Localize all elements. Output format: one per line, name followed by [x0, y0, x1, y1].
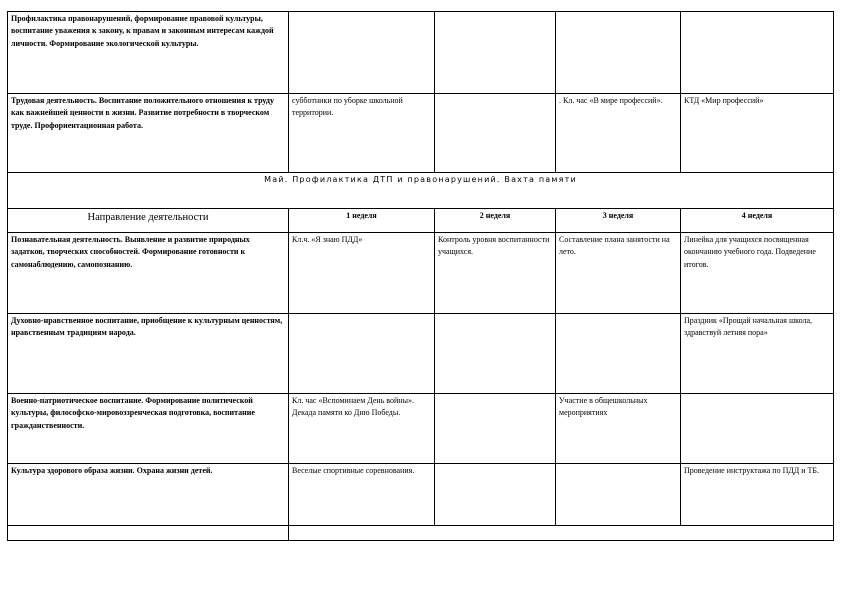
week4-cell: Праздник «Прощай начальная школа, здравствуй летняя пора»	[681, 314, 834, 394]
table-row	[8, 314, 834, 394]
week4-cell	[681, 394, 834, 464]
direction-cell: Культура здорового образа жизни. Охрана жизни детей.	[8, 464, 289, 526]
month-title: Май. Профилактика ДТП и правонарушений. Вахта памяти	[8, 173, 834, 209]
week2-cell	[435, 464, 556, 526]
table-row	[8, 12, 834, 94]
week2-cell	[435, 314, 556, 394]
week4-cell: КТД «Мир профессий»	[681, 94, 834, 173]
header-week2: 2 неделя	[435, 209, 556, 233]
header-week3: 3 неделя	[556, 209, 681, 233]
week2-cell: Контроль уровня воспитанности учащихся.	[435, 233, 556, 314]
header-row	[8, 209, 834, 233]
direction-cell: Трудовая деятельность. Воспитание положительного отношения к труду как важнейшей ценности в жизни. Развитие потребности в творческом труде. Профориентационная работа.	[8, 94, 289, 173]
table-row	[8, 394, 834, 464]
direction-cell: Военно-патриотическое воспитание. Формирование политической культуры, философско-мировоззренческая подготовка, воспитание гражданственности.	[8, 394, 289, 464]
table-row	[8, 526, 834, 541]
direction-cell: Духовно-нравственное воспитание, приобщение к культурным ценностям, нравственным традициям народа.	[8, 314, 289, 394]
week1-cell	[289, 314, 435, 394]
week1-cell: субботники по уборке школьной территории.	[289, 94, 435, 173]
week4-cell: Линейка для учащихся посвященная окончанию учебного года. Подведение итогов.	[681, 233, 834, 314]
week3-cell: Участие в общешкольных мероприятиях	[556, 394, 681, 464]
week1-cell	[289, 12, 435, 94]
table-row	[8, 464, 834, 526]
week1-cell: Кл.ч. «Я знаю ПДД»	[289, 233, 435, 314]
empty-cell	[8, 526, 289, 541]
header-week1: 1 неделя	[289, 209, 435, 233]
week3-cell: . Кл. час «В мире профессий».	[556, 94, 681, 173]
week2-cell	[435, 394, 556, 464]
table-row	[8, 233, 834, 314]
week3-cell	[556, 464, 681, 526]
week4-cell	[681, 12, 834, 94]
week2-cell	[435, 94, 556, 173]
header-week4: 4 неделя	[681, 209, 834, 233]
week3-cell	[556, 314, 681, 394]
direction-cell: Познавательная деятельность. Выявление и развитие природных задатков, творческих способностей. Формирование готовности к самонаблюдению, самопознанию.	[8, 233, 289, 314]
week3-cell: Составление плана занятости на лето.	[556, 233, 681, 314]
header-direction: Направление деятельности	[8, 209, 289, 233]
direction-cell: Профилактика правонарушений, формирование правовой культуры, воспитание уважения к закону, к правам и законным интересам каждой личности. Формирование экологической культуры.	[8, 12, 289, 94]
week3-cell	[556, 12, 681, 94]
week2-cell	[435, 12, 556, 94]
week1-cell: Кл. час «Вспоминаем День войны». Декада памяти ко Дню Победы.	[289, 394, 435, 464]
week4-cell: Проведение инструктажа по ПДД и ТБ.	[681, 464, 834, 526]
week1-cell: Веселые спортивные соревнования.	[289, 464, 435, 526]
table-row	[8, 94, 834, 173]
empty-cell	[289, 526, 834, 541]
plan-table	[7, 11, 834, 541]
month-title-row	[8, 173, 834, 209]
